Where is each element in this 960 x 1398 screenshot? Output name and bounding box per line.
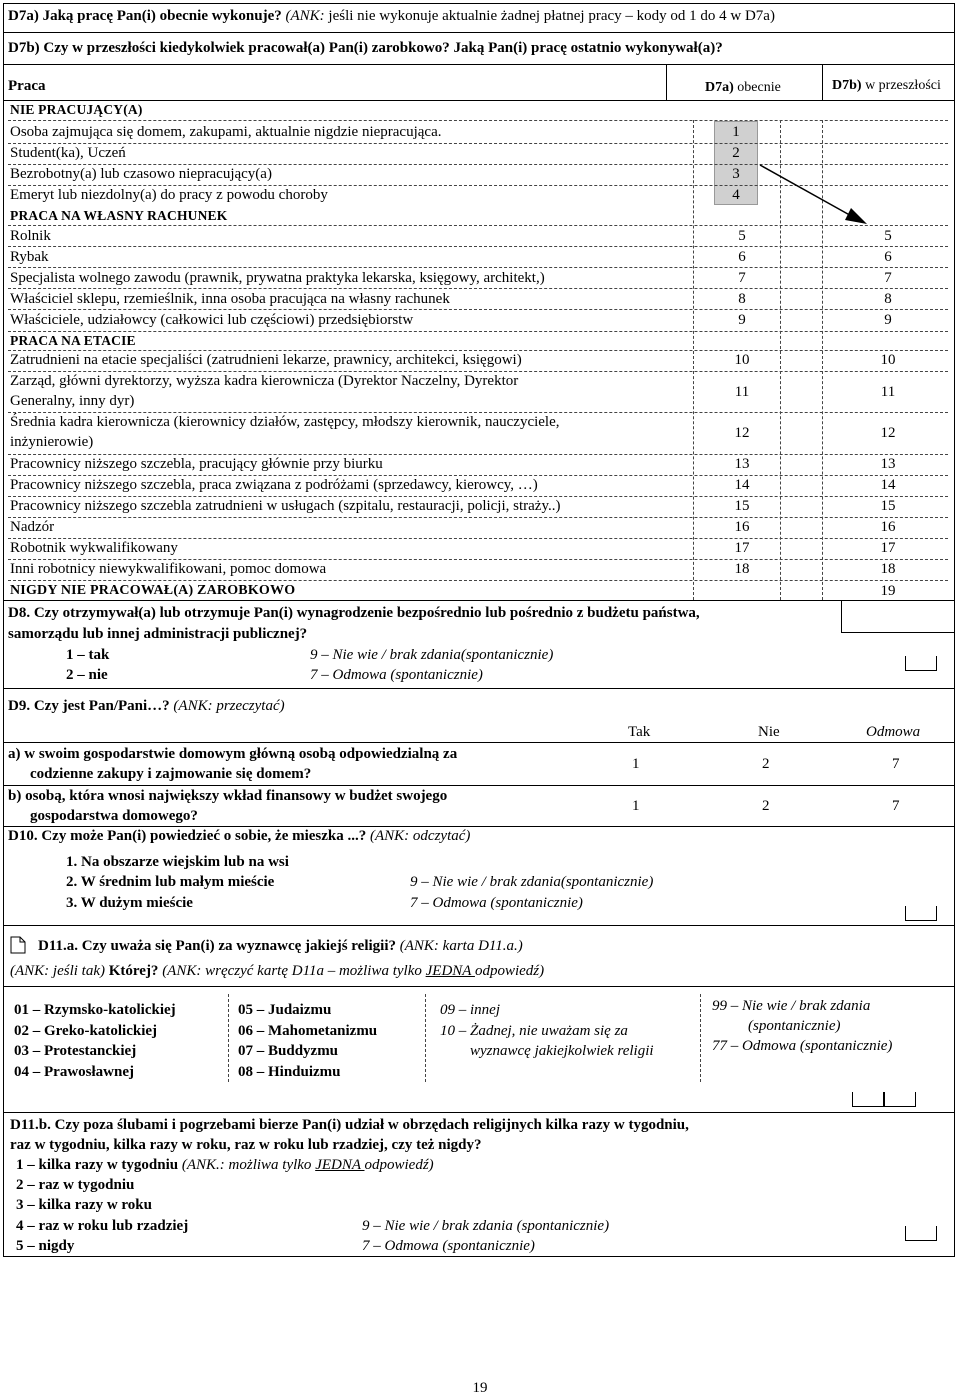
- q11b-line2: raz w tygodniu, kilka razy w roku, raz w roku lub rzadziej, czy też nigdy?: [10, 1137, 482, 1153]
- job-row: Pracownicy niższego szczebla, pracujący głównie przy biurku: [10, 456, 383, 472]
- code-b[interactable]: 19: [880, 583, 896, 599]
- q8-line2: samorządu lub innej administracji publicznej?: [8, 626, 308, 642]
- code-b[interactable]: 18: [880, 561, 896, 577]
- q11a-title: D11.a. Czy uważa się Pan(i) za wyznawcę jakiejś religii? (ANK: karta D11.a.): [38, 938, 523, 954]
- code-b[interactable]: 13: [880, 456, 896, 472]
- job-row: Rybak: [10, 249, 49, 265]
- q9-title: D9. Czy jest Pan/Pani…? (ANK: przeczytać): [8, 698, 285, 714]
- religion-option[interactable]: 05 – Judaizmu: [238, 1002, 332, 1018]
- religion-option[interactable]: 04 – Prawosławnej: [14, 1064, 134, 1080]
- q8-refusal[interactable]: 7 – Odmowa (spontanicznie): [310, 667, 483, 683]
- job-row: Rolnik: [10, 228, 51, 244]
- job-row-cont: Generalny, inny dyr): [10, 393, 135, 409]
- code-a[interactable]: 7: [738, 270, 746, 286]
- code-b[interactable]: 9: [884, 312, 892, 328]
- job-row-cont: inżynierowie): [10, 434, 94, 450]
- job-row: Właściciele, udziałowcy (całkowici lub częściowi) przedsiębiorstw: [10, 312, 414, 328]
- col-praca-header: Praca: [8, 78, 46, 94]
- q8-answer-box[interactable]: [905, 656, 937, 671]
- religion-option[interactable]: 06 – Mahometanizmu: [238, 1023, 378, 1039]
- job-row: Student(ka), Uczeń: [10, 145, 126, 161]
- code-a[interactable]: 18: [734, 561, 750, 577]
- q10-answer-box[interactable]: [905, 906, 937, 921]
- code-b[interactable]: 16: [880, 519, 896, 535]
- q11b-option-5[interactable]: 5 – nigdy: [16, 1238, 75, 1254]
- q11b-answer-box[interactable]: [905, 1226, 937, 1241]
- q9-header-odmowa: Odmowa: [866, 724, 921, 740]
- q10-option-1[interactable]: 1. Na obszarze wiejskim lub na wsi: [66, 854, 289, 870]
- job-row: Osoba zajmująca się domem, zakupami, aktualnie nigdzie niepracująca.: [10, 124, 442, 140]
- code-a[interactable]: 9: [738, 312, 746, 328]
- q10-title: D10. Czy może Pan(i) powiedzieć o sobie, że mieszka ...? (ANK: odczytać): [8, 828, 471, 844]
- code-a[interactable]: 3: [732, 166, 740, 182]
- q9-a-code-7[interactable]: 7: [892, 756, 900, 772]
- job-row: Pracownicy niższego szczebla, praca związana z podróżami (sprzedawcy, kierowcy, …): [10, 477, 538, 493]
- q9-header-tak: Tak: [628, 724, 651, 740]
- code-a[interactable]: 1: [732, 124, 740, 140]
- q11b-option-4[interactable]: 4 – raz w roku lub rzadziej: [16, 1218, 189, 1234]
- code-b[interactable]: 10: [880, 352, 896, 368]
- section-not-working: NIE PRACUJĄCY(A): [10, 102, 143, 117]
- q11a-answer-box-1[interactable]: [852, 1092, 884, 1107]
- q9-b-code-7[interactable]: 7: [892, 798, 900, 814]
- religion-option-none-cont: wyznawcę jakiejkolwiek religii: [470, 1043, 654, 1059]
- code-a[interactable]: 13: [734, 456, 750, 472]
- col-d7a-header: D7a) obecnie: [705, 80, 781, 95]
- code-a[interactable]: 4: [732, 187, 740, 203]
- religion-option[interactable]: 03 – Protestanckiej: [14, 1043, 137, 1059]
- religion-option-other[interactable]: 09 – innej: [440, 1002, 500, 1018]
- job-row: Specjalista wolnego zawodu (prawnik, prywatna praktyka lekarska, księgowy, architekt,): [10, 270, 545, 286]
- q9-item-b: b) osobą, która wnosi największy wkład finansowy w budżet swojego: [8, 788, 448, 804]
- q7b-label: D7b) Czy w przeszłości kiedykolwiek pracował(a) Pan(i) zarobkowo? Jaką Pan(i) pracę ostatnio wykonywał(a)?: [8, 40, 723, 56]
- code-b[interactable]: 14: [880, 477, 896, 493]
- code-a[interactable]: 16: [734, 519, 750, 535]
- q8-dont-know[interactable]: 9 – Nie wie / brak zdania(spontanicznie): [310, 647, 554, 663]
- q9-a-code-1[interactable]: 1: [632, 756, 640, 772]
- code-a[interactable]: 8: [738, 291, 746, 307]
- q8-line1: D8. Czy otrzymywał(a) lub otrzymuje Pan(i) wynagrodzenie bezpośrednio lub pośrednio z budżetu państwa,: [8, 605, 700, 621]
- religion-dont-know[interactable]: 99 – Nie wie / brak zdania: [712, 998, 871, 1014]
- code-b[interactable]: 6: [884, 249, 892, 265]
- q9-a-code-2[interactable]: 2: [762, 756, 770, 772]
- q11b-line1: D11.b. Czy poza ślubami i pogrzebami bierze Pan(i) udział w obrzędach religijnych kilka razy w tygodniu,: [10, 1117, 689, 1133]
- col-d7b-header: D7b) w przeszłości: [832, 78, 941, 93]
- q9-item-a-cont: codzienne zakupy i zajmowanie się domem?: [30, 766, 312, 782]
- religion-refusal[interactable]: 77 – Odmowa (spontanicznie): [712, 1038, 893, 1054]
- q9-b-code-2[interactable]: 2: [762, 798, 770, 814]
- section-employed: PRACA NA ETACIE: [10, 333, 136, 348]
- job-row: Właściciel sklepu, rzemieślnik, inna osoba pracująca na własny rachunek: [10, 291, 450, 307]
- code-a[interactable]: 5: [738, 228, 746, 244]
- q10-option-3[interactable]: 3. W dużym mieście: [66, 895, 193, 911]
- job-row: Bezrobotny(a) lub czasowo niepracujący(a): [10, 166, 272, 182]
- job-row: Nadzór: [10, 519, 55, 535]
- code-a[interactable]: 14: [734, 477, 750, 493]
- job-row: Robotnik wykwalifikowany: [10, 540, 178, 556]
- q10-refusal[interactable]: 7 – Odmowa (spontanicznie): [410, 895, 583, 911]
- religion-option[interactable]: 07 – Buddyzmu: [238, 1043, 339, 1059]
- q9-item-b-cont: gospodarstwa domowego?: [30, 808, 198, 824]
- code-a[interactable]: 2: [732, 145, 740, 161]
- code-b[interactable]: 17: [880, 540, 896, 556]
- religion-option[interactable]: 02 – Greko-katolickiej: [14, 1023, 158, 1039]
- q11a-answer-box-2[interactable]: [884, 1092, 916, 1107]
- q9-header-nie: Nie: [758, 724, 780, 740]
- religion-option[interactable]: 01 – Rzymsko-katolickiej: [14, 1002, 176, 1018]
- section-self-employed: PRACA NA WŁASNY RACHUNEK: [10, 208, 228, 223]
- q10-dont-know[interactable]: 9 – Nie wie / brak zdania(spontanicznie): [410, 874, 654, 890]
- code-b[interactable]: 7: [884, 270, 892, 286]
- job-row: Inni robotnicy niewykwalifikowani, pomoc domowa: [10, 561, 327, 577]
- q7a-label: [8, 8, 775, 25]
- religion-option[interactable]: 08 – Hinduizmu: [238, 1064, 341, 1080]
- code-a[interactable]: 12: [734, 425, 750, 441]
- religion-option-none[interactable]: 10 – Żadnej, nie uważam się za: [440, 1023, 628, 1039]
- q11b-option-1[interactable]: 1 – kilka razy w tygodniu (ANK.: możliwa tylko JEDNA odpowiedź): [16, 1157, 434, 1173]
- code-b[interactable]: 5: [884, 228, 892, 244]
- code-b[interactable]: 8: [884, 291, 892, 307]
- q9-b-code-1[interactable]: 1: [632, 798, 640, 814]
- code-b[interactable]: 11: [880, 384, 896, 400]
- q11b-option-2[interactable]: 2 – raz w tygodniu: [16, 1177, 135, 1193]
- religion-dont-know-cont: (spontanicznie): [748, 1018, 841, 1034]
- never-worked-label: NIGDY NIE PRACOWAŁ(A) ZAROBKOWO: [10, 583, 296, 598]
- job-row: Pracownicy niższego szczebla zatrudnieni w usługach (szpitalu, restauracji, policji, straży..): [10, 498, 561, 514]
- q7a-title: D7a) Jaką pracę Pan(i) obecnie wykonuje?: [8, 8, 282, 24]
- q11b-refusal[interactable]: 7 – Odmowa (spontanicznie): [362, 1238, 535, 1254]
- q11a-instruction: (ANK: jeśli tak) Której? (ANK: wręczyć kartę D11a – możliwa tylko JEDNA odpowiedź): [10, 963, 545, 979]
- q11b-dont-know[interactable]: 9 – Nie wie / brak zdania (spontanicznie): [362, 1218, 610, 1234]
- q11b-option-3[interactable]: 3 – kilka razy w roku: [16, 1197, 152, 1213]
- code-a[interactable]: 11: [734, 384, 750, 400]
- q10-option-2[interactable]: 2. W średnim lub małym mieście: [66, 874, 275, 890]
- job-row: Zatrudnieni na etacie specjaliści (zatrudnieni lekarze, prawnicy, architekci, księgowi): [10, 352, 522, 368]
- job-row: Zarząd, główni dyrektorzy, wyższa kadra kierownicza (Dyrektor Naczelny, Dyrektor: [10, 373, 519, 389]
- code-b[interactable]: 12: [880, 425, 896, 441]
- job-row: Średnia kadra kierownicza (kierownicy działów, zastępcy, młodszy kierownik, nauczyciele,: [10, 414, 560, 430]
- q7a-note: jeśli nie wykonuje aktualnie żadnej płatnej pracy – kody od 1 do 4 w D7a): [324, 8, 775, 24]
- q8-option-tak[interactable]: 1 – tak: [66, 647, 110, 663]
- code-a[interactable]: 17: [734, 540, 750, 556]
- page-number: 19: [472, 1380, 488, 1396]
- q9-item-a: a) w swoim gospodarstwie domowym główną osobą odpowiedzialną za: [8, 746, 458, 762]
- show-card-icon: [10, 936, 26, 954]
- code-a[interactable]: 6: [738, 249, 746, 265]
- q7a-note-prefix: (ANK:: [285, 8, 325, 24]
- job-row: Emeryt lub niezdolny(a) do pracy z powodu choroby: [10, 187, 328, 203]
- q8-option-nie[interactable]: 2 – nie: [66, 667, 108, 683]
- code-a[interactable]: 10: [734, 352, 750, 368]
- skip-arrow-icon: [755, 160, 875, 230]
- code-a[interactable]: 15: [734, 498, 750, 514]
- code-b[interactable]: 15: [880, 498, 896, 514]
